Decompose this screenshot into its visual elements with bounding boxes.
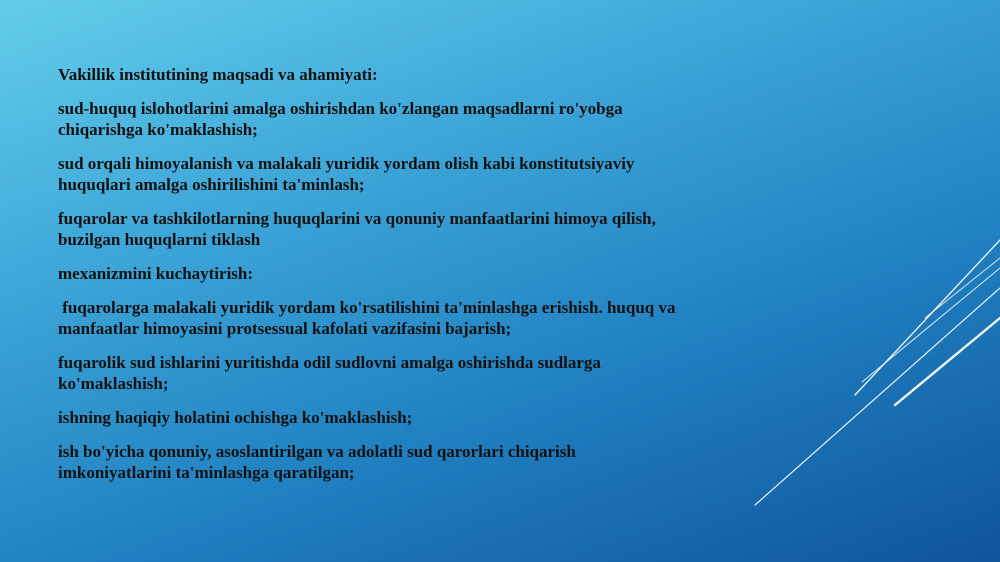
paragraph-6: fuqarolik sud ishlarini yuritishda odil sudlovni amalga oshirishda sudlarga ko'maklashish;: [58, 353, 601, 393]
paragraph-2: sud orqali himoyalanish va malakali yuridik yordam olish kabi konstitutsiyaviy huquqlari amalga oshirilishini ta'minlash;: [58, 154, 635, 194]
decor-line-1: [755, 288, 1000, 505]
paragraph-8: ish bo'yicha qonuniy, asoslantirilgan va adolatli sud qarorlari chiqarish imkoniyatlarini ta'minlashga qaratilgan;: [58, 442, 576, 482]
paragraph-5: fuqarolarga malakali yuridik yordam ko'rsatilishini ta'minlashga erishish. huquq va manfaatlar himoyasini protsessual kafolati vazifasini bajarish;: [58, 298, 676, 338]
paragraph-4: mexanizmini kuchaytirish:: [58, 264, 254, 283]
slide-heading: Vakillik institutining maqsadi va ahamiyati:: [58, 65, 378, 84]
paragraph-7: ishning haqiqiy holatini ochishga ko'maklashish;: [58, 408, 413, 427]
decor-line-2: [855, 240, 1000, 395]
decor-line-5: [925, 258, 1000, 318]
slide-content: [58, 64, 778, 496]
decor-line-3: [862, 268, 1000, 382]
decor-line-4: [895, 318, 1000, 405]
paragraph-1: sud-huquq islohotlarini amalga oshirishdan ko'zlangan maqsadlarni ro'yobga chiqarishga ko'maklashish;: [58, 99, 623, 139]
paragraph-3: fuqarolar va tashkilotlarning huquqlarini va qonuniy manfaatlarini himoya qilish, buzilgan huquqlarni tiklash: [58, 209, 656, 249]
